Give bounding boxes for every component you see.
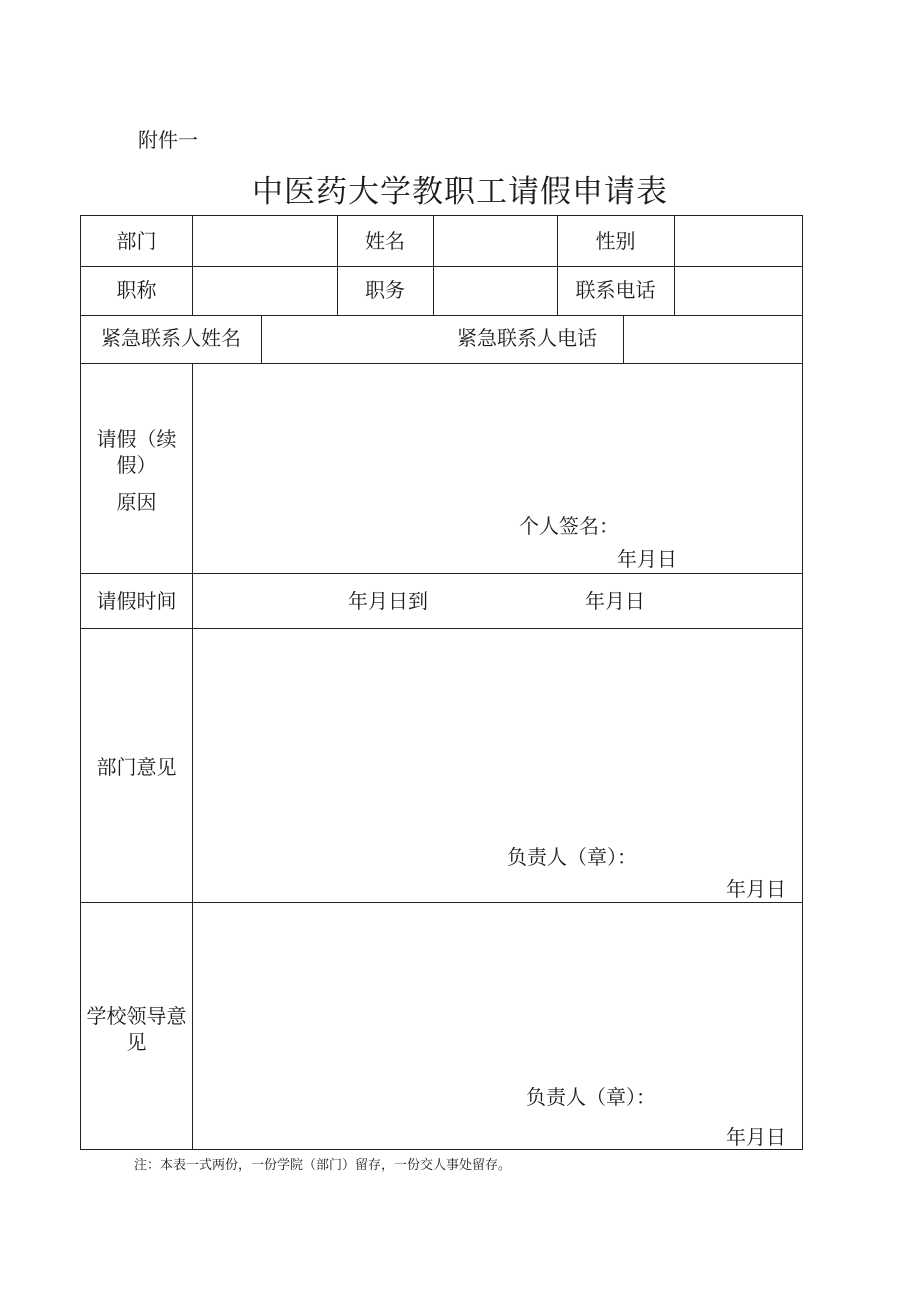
leave-time-label: 请假时间 <box>96 589 177 613</box>
row-divider <box>81 573 802 574</box>
leave-application-form <box>80 215 803 1150</box>
title-rank-label: 职称 <box>116 278 157 302</box>
emergency-name-label: 紧急联系人姓名 <box>101 326 241 350</box>
form-title: 中医药大学教职工请假申请表 <box>252 174 668 210</box>
phone-field[interactable] <box>675 267 802 315</box>
gender-label: 性别 <box>595 229 636 253</box>
reason-label-line1: 请假（续 <box>96 427 177 451</box>
dept-opinion-field[interactable] <box>193 629 802 839</box>
footnote: 注：本表一式两份，一份学院（部门）留存，一份交人事处留存。 <box>134 1158 512 1173</box>
emergency-name-field[interactable] <box>262 316 442 363</box>
leave-time-to[interactable]: 年月日 <box>585 589 645 613</box>
title-rank-field[interactable] <box>193 267 337 315</box>
emergency-phone-field[interactable] <box>624 316 802 363</box>
department-field[interactable] <box>193 217 337 265</box>
position-label: 职务 <box>365 278 405 302</box>
dept-opinion-label: 部门意见 <box>96 755 177 779</box>
name-label: 姓名 <box>365 229 405 253</box>
leader-opinion-field[interactable] <box>193 903 802 1083</box>
leader-opinion-label-line1: 学校领导意 <box>86 1004 187 1028</box>
leader-opinion-date: 年月日 <box>726 1125 786 1149</box>
dept-signature-label: 负责人（章）： <box>507 845 637 869</box>
name-field[interactable] <box>434 217 557 265</box>
reason-field[interactable] <box>193 364 802 514</box>
gender-field[interactable] <box>675 217 802 265</box>
reason-date: 年月日 <box>617 547 677 571</box>
department-label: 部门 <box>116 229 157 253</box>
leave-time-from[interactable]: 年月日到 <box>348 589 428 613</box>
emergency-phone-label: 紧急联系人电话 <box>457 326 597 350</box>
dept-opinion-date: 年月日 <box>726 877 786 901</box>
attachment-label: 附件一 <box>138 128 198 152</box>
personal-signature-label: 个人签名： <box>519 514 619 538</box>
leader-opinion-label-line2: 见 <box>126 1030 147 1054</box>
leader-signature-label: 负责人（章）： <box>526 1085 656 1109</box>
reason-label-line3: 原因 <box>116 490 157 514</box>
position-field[interactable] <box>434 267 557 315</box>
phone-label: 联系电话 <box>575 278 656 302</box>
reason-label-line2: 假） <box>116 453 157 477</box>
